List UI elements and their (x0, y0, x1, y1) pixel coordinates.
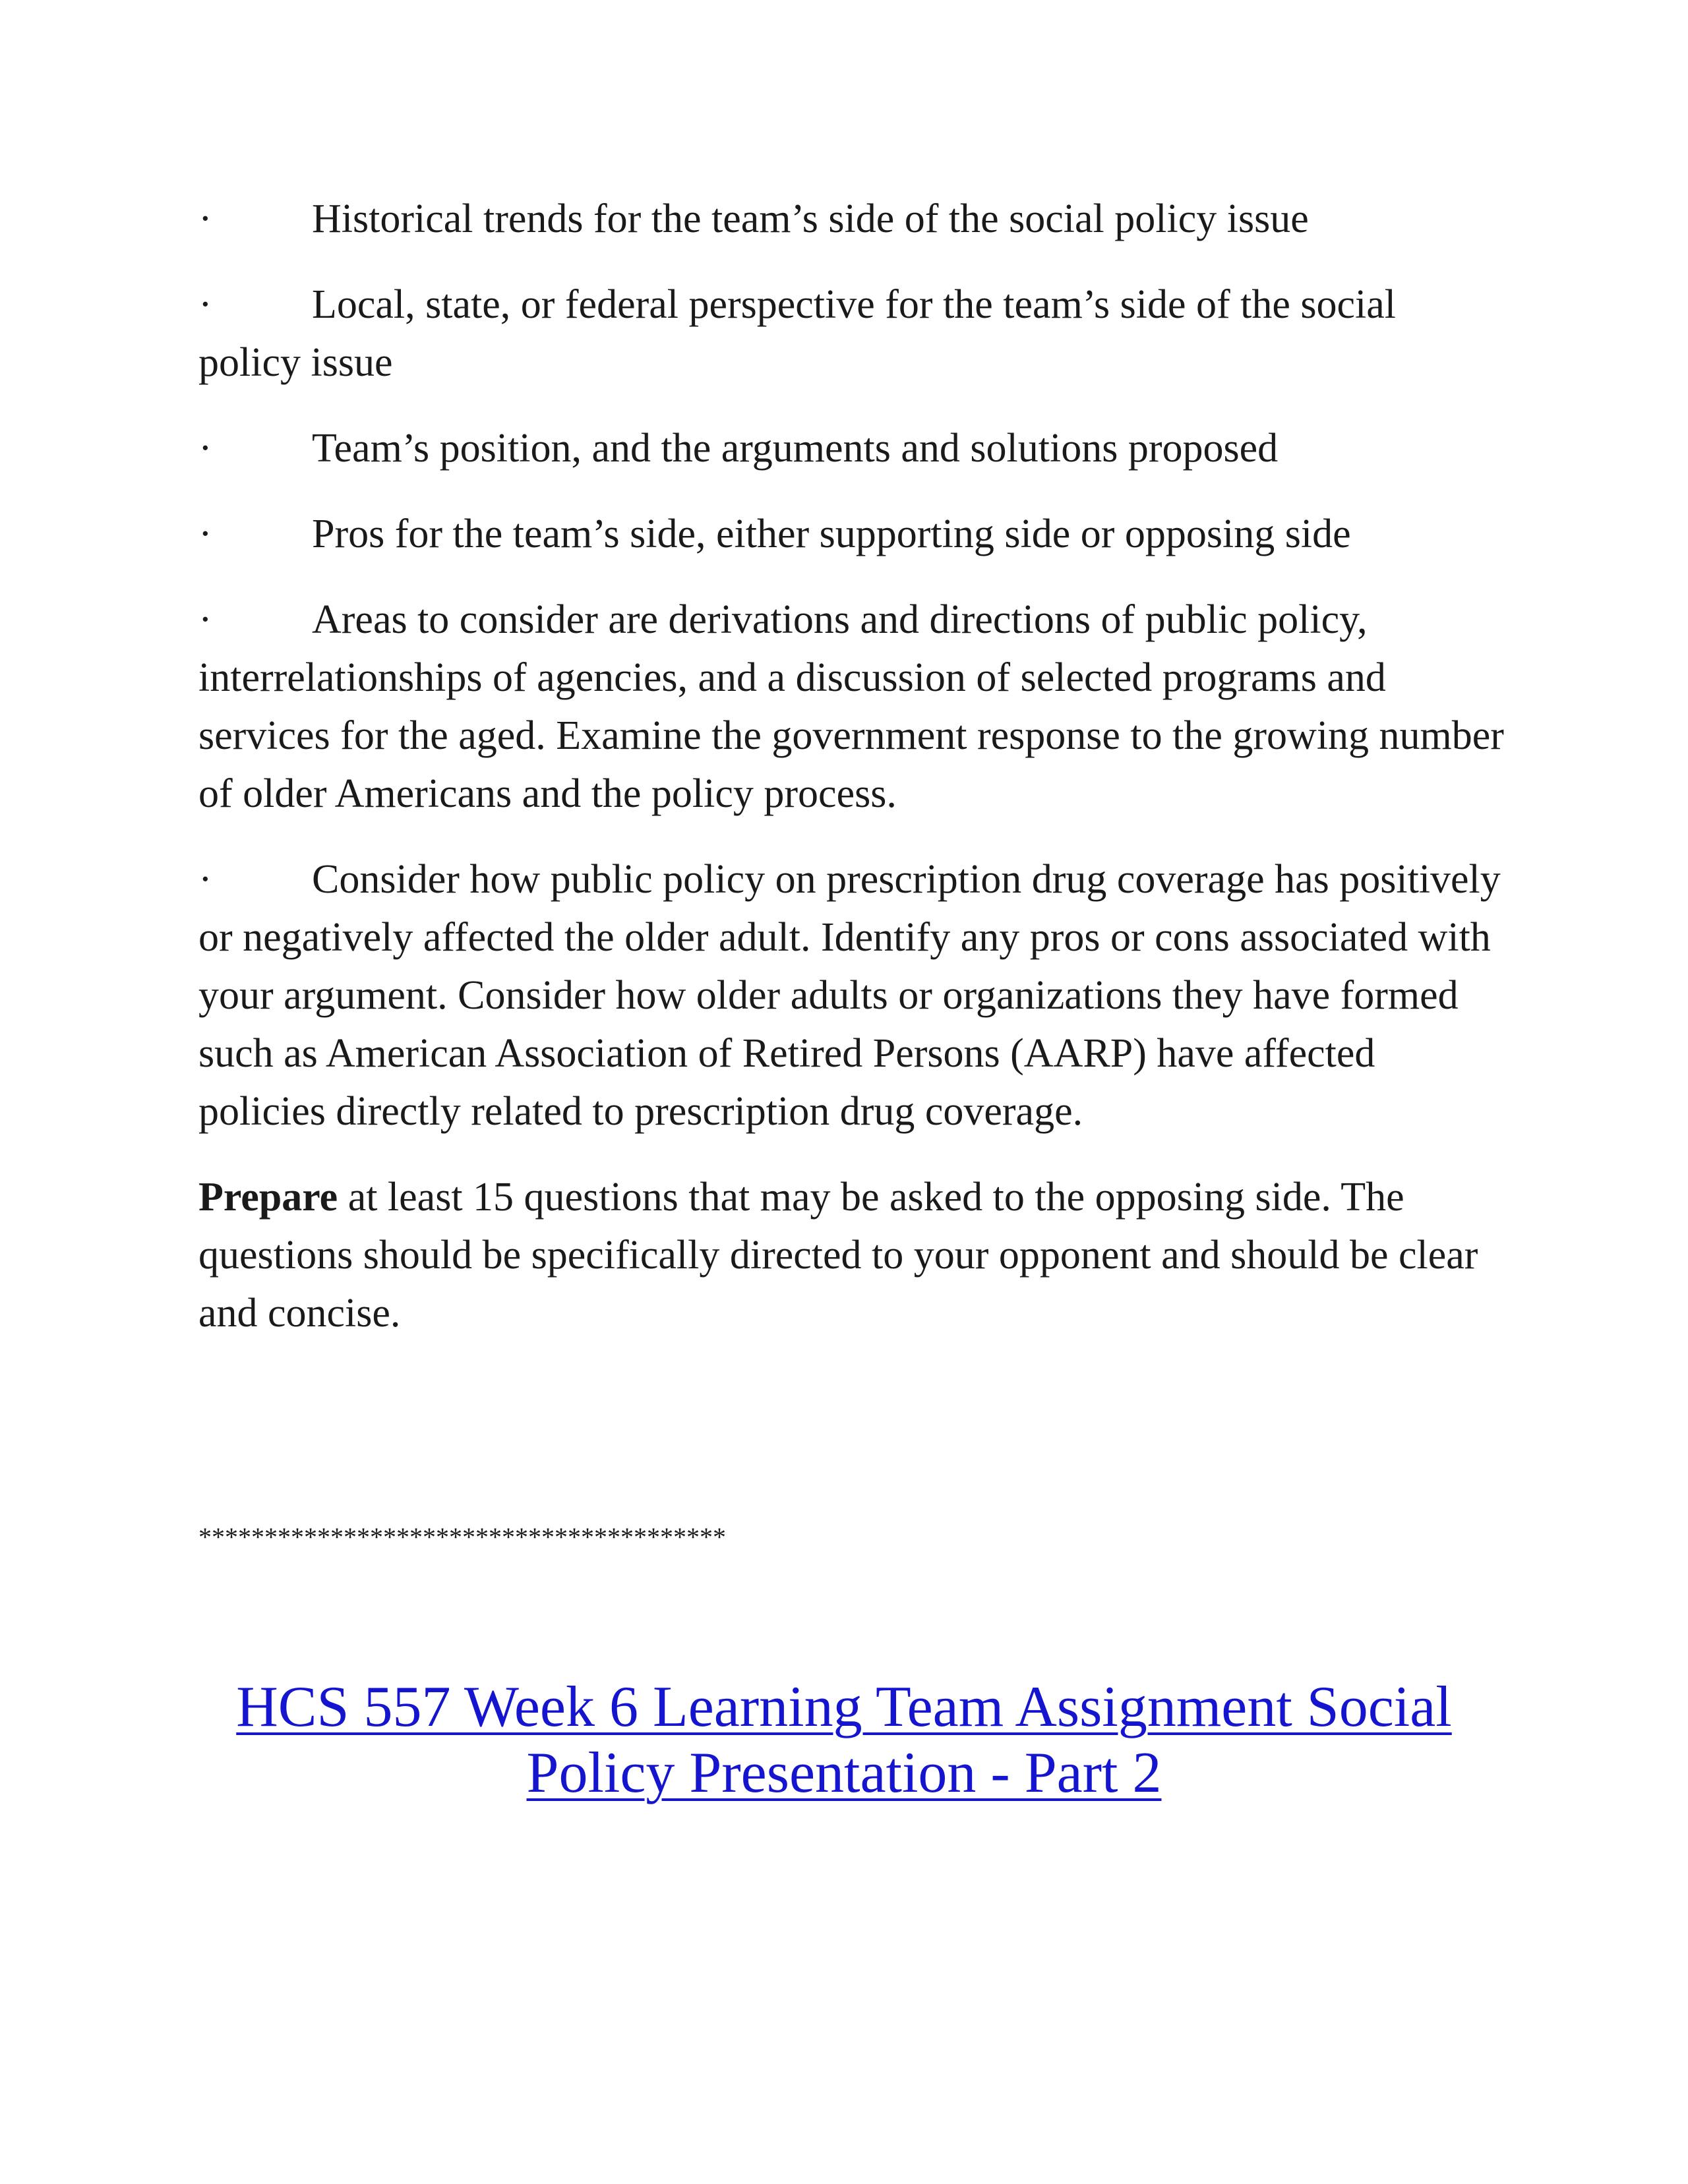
bullet-marker: · (198, 282, 212, 327)
bullet-item (198, 505, 1504, 563)
bullet-marker: · (198, 196, 212, 241)
bullet-item (198, 190, 1504, 248)
bullet-text: Local, state, or federal perspective for the team’s side of the social policy issue (198, 282, 1397, 385)
asterisk-divider: **************************************** (198, 1522, 726, 1552)
prepare-bold-word: Prepare (198, 1175, 338, 1220)
bullet-item (198, 276, 1504, 392)
bullet-marker: · (198, 426, 212, 471)
bullet-text: Consider how public policy on prescription drug coverage has positively or negatively affected the older adult. Identify any pros or cons associated with your argument. Consider how older adults or organizations they have formed such as American Association of Retired Persons (AARP) have affected policies directly related to prescription drug coverage. (198, 857, 1501, 1134)
bullet-marker: · (198, 857, 212, 902)
bullet-marker: · (198, 597, 212, 642)
assignment-title-link[interactable] (236, 1675, 1452, 1805)
bullet-text: Areas to consider are derivations and directions of public policy, interrelationships of agencies, and a discussion of selected programs and services for the aged. Examine the government response to the growing number of older Americans and the policy process. (198, 597, 1504, 816)
link-line-2: Policy Presentation - Part 2 (526, 1741, 1162, 1805)
bullet-text: Pros for the team’s side, either supporting side or opposing side (312, 512, 1351, 556)
link-line-1: HCS 557 Week 6 Learning Team Assignment Social (236, 1675, 1452, 1739)
assignment-title-link-block (0, 1674, 1688, 1806)
bullet-item (198, 850, 1504, 1140)
bullet-text: Historical trends for the team’s side of the social policy issue (312, 196, 1309, 241)
bullet-marker: · (198, 512, 212, 556)
prepare-paragraph (198, 1168, 1504, 1342)
bullet-item (198, 419, 1504, 477)
prepare-text: at least 15 questions that may be asked to the opposing side. The questions should be specifically directed to your opponent and should be clear and concise. (198, 1175, 1478, 1336)
document-body (198, 190, 1504, 1342)
bullet-text: Team’s position, and the arguments and solutions proposed (312, 426, 1279, 471)
bullet-item (198, 591, 1504, 823)
